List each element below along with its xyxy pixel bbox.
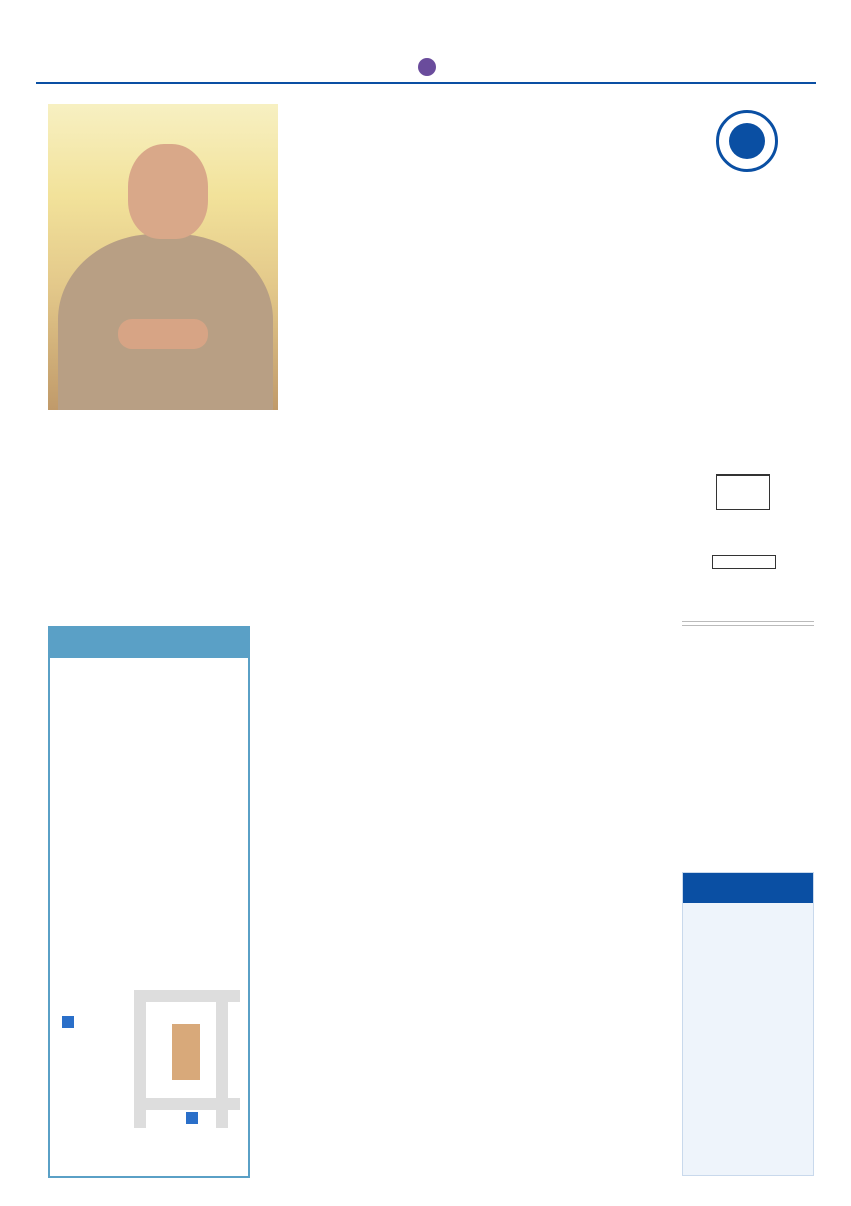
parking-map (62, 986, 242, 1138)
venue-block (172, 1024, 200, 1080)
article-column-b (48, 388, 272, 634)
article-column-d (258, 916, 660, 1176)
society-logo (716, 110, 778, 172)
magazine-label (712, 555, 776, 569)
logo-emblem-icon (729, 123, 765, 159)
paper-title (0, 58, 851, 80)
article-column-a (270, 388, 660, 634)
schedule-title (683, 873, 813, 903)
header-divider (36, 82, 816, 84)
divider (682, 625, 814, 626)
photo-hands (118, 319, 208, 349)
divider (682, 621, 814, 622)
activity-title (50, 628, 248, 658)
postage-paid (717, 475, 769, 476)
issue-badge (418, 58, 436, 76)
road-bottom (134, 1098, 240, 1110)
postage-stamp (716, 474, 770, 510)
parking-spot-icon (186, 1112, 198, 1124)
parking-icon (62, 1016, 74, 1028)
weekly-schedule (682, 872, 814, 1176)
publisher-info (682, 618, 814, 629)
master-photo (48, 104, 278, 410)
photo-head (128, 144, 208, 239)
activity-box (48, 626, 250, 1178)
article-column-c (258, 648, 660, 906)
